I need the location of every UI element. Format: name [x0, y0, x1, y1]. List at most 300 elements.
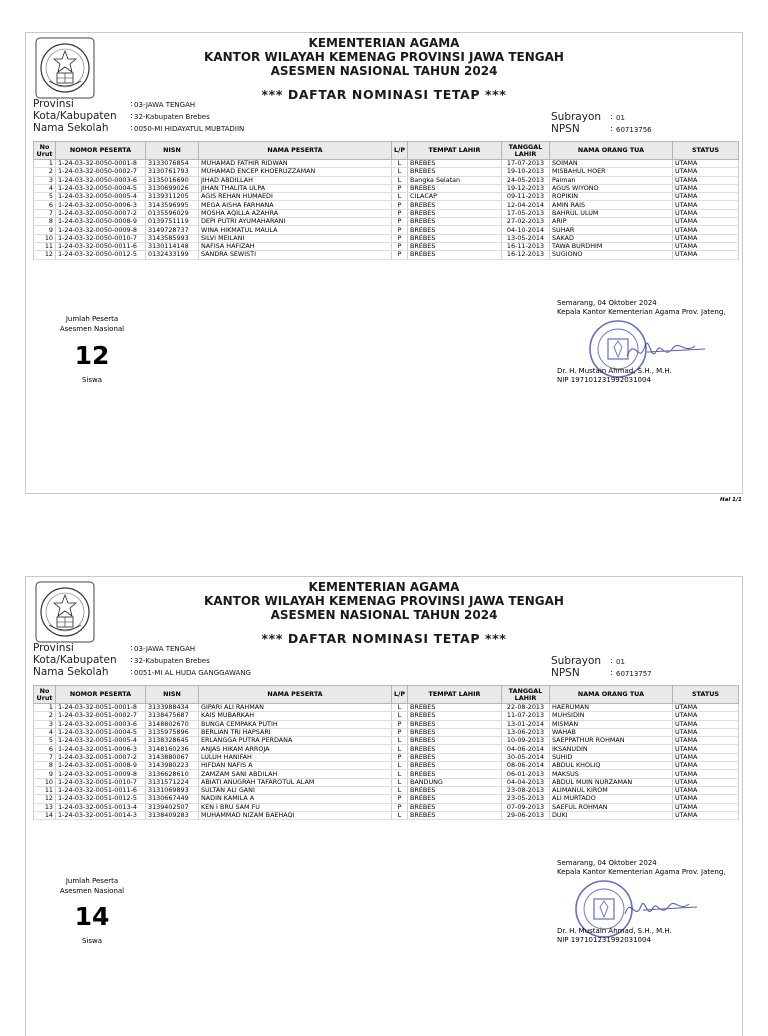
- table-cell: 1-24-03-32-0050-0002-7: [56, 168, 146, 176]
- table-row: [34, 251, 739, 259]
- table-cell: 3136628610: [146, 770, 199, 778]
- table-cell: NADIN KAMILA A: [199, 795, 392, 803]
- signature-place-date: Semarang, 04 Oktober 2024: [557, 859, 657, 867]
- table-cell: P: [392, 234, 408, 242]
- table-cell: UTAMA: [673, 728, 739, 736]
- column-header: NAMA ORANG TUA: [550, 686, 673, 704]
- column-header: L/P: [392, 142, 408, 160]
- table-cell: MUHSIDIN: [550, 712, 673, 720]
- jumlah-label-line2: Asesmen Nasional: [59, 887, 125, 895]
- table-cell: ANJAS HIKAM ARROJA: [199, 745, 392, 753]
- table-cell: BREBES: [408, 201, 502, 209]
- table-cell: SUHAR: [550, 226, 673, 234]
- table-cell: BREBES: [408, 745, 502, 753]
- provinsi-label: Provinsi: [33, 642, 74, 654]
- table-cell: P: [392, 226, 408, 234]
- table-cell: 1-24-03-32-0051-0005-4: [56, 737, 146, 745]
- table-row: [34, 184, 739, 192]
- table-cell: 04-10-2014: [502, 226, 550, 234]
- table-cell: MEGA AISHA FARHANA: [199, 201, 392, 209]
- table-cell: 3139402507: [146, 803, 199, 811]
- header-line-1: KEMENTERIAN AGAMA: [308, 36, 460, 50]
- table-cell: BREBES: [408, 242, 502, 250]
- table-cell: L: [392, 811, 408, 819]
- table-cell: UTAMA: [673, 226, 739, 234]
- table-header-row: [34, 686, 739, 704]
- table-cell: 1-24-03-32-0051-0010-7: [56, 778, 146, 786]
- table-cell: BUNGA CEMPAKA PUTIH: [199, 720, 392, 728]
- table-cell: BREBES: [408, 226, 502, 234]
- subrayon-value: 01: [616, 114, 625, 122]
- table-cell: MUHAMMAD NIZAM BAEHAQI: [199, 811, 392, 819]
- table-cell: UTAMA: [673, 795, 739, 803]
- colon: :: [130, 99, 133, 108]
- table-cell: HAERUMAN: [550, 704, 673, 712]
- table-cell: 1-24-03-32-0050-0008-9: [56, 218, 146, 226]
- table-cell: ABDUL MUIN NURZAMAN: [550, 778, 673, 786]
- table-cell: 07-09-2013: [502, 803, 550, 811]
- table-cell: 1-24-03-32-0051-0011-6: [56, 786, 146, 794]
- table-cell: 3149728737: [146, 226, 199, 234]
- table-row: [34, 712, 739, 720]
- table-cell: UTAMA: [673, 745, 739, 753]
- table-cell: 1-24-03-32-0050-0011-6: [56, 242, 146, 250]
- table-cell: P: [392, 242, 408, 250]
- table-row: [34, 704, 739, 712]
- table-cell: UTAMA: [673, 209, 739, 217]
- table-cell: 8: [34, 218, 56, 226]
- table-row: [34, 762, 739, 770]
- table-cell: 3139311205: [146, 193, 199, 201]
- table-cell: ALIMANUL KIROM: [550, 786, 673, 794]
- table-cell: BREBES: [408, 160, 502, 168]
- table-row: [34, 795, 739, 803]
- table-cell: HIFDAN NAFIS A: [199, 762, 392, 770]
- table-cell: P: [392, 728, 408, 736]
- table-cell: SILVI MEILANI: [199, 234, 392, 242]
- table-cell: 1: [34, 160, 56, 168]
- table-cell: UTAMA: [673, 193, 739, 201]
- table-cell: 3135975896: [146, 728, 199, 736]
- table-cell: 1-24-03-32-0051-0001-8: [56, 704, 146, 712]
- table-cell: P: [392, 795, 408, 803]
- table-row: [34, 728, 739, 736]
- jumlah-peserta-count: 12: [74, 341, 110, 370]
- table-cell: AGIS REHAN HUMAEDI: [199, 193, 392, 201]
- table-cell: NAFISA HAFIZAH: [199, 242, 392, 250]
- kota-label: Kota/Kabupaten: [33, 654, 117, 666]
- signature-name: Dr. H. Mustain Ahmad, S.H., M.H.: [557, 927, 672, 935]
- table-row: [34, 226, 739, 234]
- header-line-3: ASESMEN NASIONAL TAHUN 2024: [270, 608, 498, 622]
- table-cell: 3: [34, 720, 56, 728]
- table-cell: 3138328645: [146, 737, 199, 745]
- table-cell: 29-06-2013: [502, 811, 550, 819]
- table-cell: 12: [34, 795, 56, 803]
- table-cell: 1-24-03-32-0051-0003-6: [56, 720, 146, 728]
- column-header: TANGGAL LAHIR: [502, 142, 550, 160]
- header-line-1: KEMENTERIAN AGAMA: [308, 580, 460, 594]
- table-cell: KAIS MUBARKAH: [199, 712, 392, 720]
- table-cell: ERLANGGA PUTRA PERDANA: [199, 737, 392, 745]
- table-cell: 09-11-2013: [502, 193, 550, 201]
- table-cell: 3143880067: [146, 753, 199, 761]
- column-header: NAMA ORANG TUA: [550, 142, 673, 160]
- column-header: TEMPAT LAHIR: [408, 686, 502, 704]
- column-header: NOMOR PESERTA: [56, 686, 146, 704]
- table-cell: 19-12-2013: [502, 184, 550, 192]
- table-cell: 1-24-03-32-0050-0004-5: [56, 184, 146, 192]
- kota-value: 32-Kabupaten Brebes: [134, 113, 210, 121]
- header-line-2: KANTOR WILAYAH KEMENAG PROVINSI JAWA TENGAH: [204, 594, 564, 608]
- table-cell: 1-24-03-32-0051-0014-3: [56, 811, 146, 819]
- table-cell: MUHAMAD FATHIR RIDWAN: [199, 160, 392, 168]
- table-cell: BREBES: [408, 234, 502, 242]
- table-cell: 1-24-03-32-0051-0008-9: [56, 762, 146, 770]
- table-cell: 13-05-2014: [502, 234, 550, 242]
- npsn-label: NPSN: [551, 123, 580, 135]
- table-cell: UTAMA: [673, 786, 739, 794]
- table-cell: 3138475687: [146, 712, 199, 720]
- table-cell: BREBES: [408, 218, 502, 226]
- table-cell: 19-10-2013: [502, 168, 550, 176]
- table-cell: JIHAD ABDILLAH: [199, 176, 392, 184]
- table-cell: BREBES: [408, 728, 502, 736]
- table-cell: 27-02-2013: [502, 218, 550, 226]
- jumlah-peserta-label: [47, 314, 137, 334]
- column-header: L/P: [392, 686, 408, 704]
- table-cell: 4: [34, 184, 56, 192]
- subrayon-label: Subrayon: [551, 111, 602, 123]
- table-cell: WAHAB: [550, 728, 673, 736]
- table-cell: L: [392, 762, 408, 770]
- table-cell: 23-08-2013: [502, 786, 550, 794]
- table-cell: SAEFUL ROHMAN: [550, 803, 673, 811]
- table-cell: P: [392, 184, 408, 192]
- table-row: [34, 778, 739, 786]
- table-cell: P: [392, 720, 408, 728]
- table-row: [34, 218, 739, 226]
- table-cell: SANDRA SEWISTI: [199, 251, 392, 259]
- table-cell: 3143980223: [146, 762, 199, 770]
- table-cell: AMIN RAIS: [550, 201, 673, 209]
- table-cell: 10-09-2013: [502, 737, 550, 745]
- column-header: NAMA PESERTA: [199, 142, 392, 160]
- header-line-2: KANTOR WILAYAH KEMENAG PROVINSI JAWA TENGAH: [204, 50, 564, 64]
- colon: :: [130, 123, 133, 132]
- sekolah-value: 0050-MI HIDAYATUL MUBTADIIN: [134, 125, 245, 133]
- table-row: [34, 234, 739, 242]
- table-cell: TAWA BURDHIM: [550, 242, 673, 250]
- table-cell: GIPARI ALI RAHMAN: [199, 704, 392, 712]
- table-cell: 13-01-2014: [502, 720, 550, 728]
- table-cell: 3133988434: [146, 704, 199, 712]
- subrayon-label: Subrayon: [551, 655, 602, 667]
- table-cell: ARIP: [550, 218, 673, 226]
- table-cell: 3131571224: [146, 778, 199, 786]
- table-cell: 3130699026: [146, 184, 199, 192]
- table-header-row: [34, 142, 739, 160]
- table-cell: 08-06-2014: [502, 762, 550, 770]
- jumlah-label-line1: Jumlah Peserta: [65, 877, 119, 885]
- subrayon-value: 01: [616, 658, 625, 666]
- table-cell: BREBES: [408, 803, 502, 811]
- table-row: [34, 168, 739, 176]
- table-cell: 7: [34, 753, 56, 761]
- table-cell: UTAMA: [673, 737, 739, 745]
- table-cell: UTAMA: [673, 201, 739, 209]
- table-cell: 04-04-2013: [502, 778, 550, 786]
- table-cell: 3130114148: [146, 242, 199, 250]
- table-cell: BREBES: [408, 712, 502, 720]
- column-header: No Urut: [34, 686, 56, 704]
- table-cell: SULTAN ALI GANI: [199, 786, 392, 794]
- npsn-value: 60713756: [616, 126, 652, 134]
- table-cell: WINA HIKMATUL MAULA: [199, 226, 392, 234]
- table-cell: L: [392, 737, 408, 745]
- table-row: [34, 803, 739, 811]
- npsn-label: NPSN: [551, 667, 580, 679]
- table-cell: 1-24-03-32-0051-0007-2: [56, 753, 146, 761]
- table-cell: 3143596995: [146, 201, 199, 209]
- table-cell: 3133076854: [146, 160, 199, 168]
- table-cell: DUKI: [550, 811, 673, 819]
- signature-place-date: Semarang, 04 Oktober 2024: [557, 299, 657, 307]
- signature-position: Kepala Kantor Kementerian Agama Prov. Jateng,: [557, 868, 726, 876]
- table-cell: 30-05-2014: [502, 753, 550, 761]
- table-cell: 6: [34, 201, 56, 209]
- sekolah-label: Nama Sekolah: [33, 122, 109, 134]
- table-cell: UTAMA: [673, 251, 739, 259]
- table-cell: UTAMA: [673, 811, 739, 819]
- table-cell: ZAMZAM SANI ABDILAH: [199, 770, 392, 778]
- table-cell: 3130667449: [146, 795, 199, 803]
- table-cell: 1-24-03-32-0050-0003-6: [56, 176, 146, 184]
- header-line-3: ASESMEN NASIONAL TAHUN 2024: [270, 64, 498, 78]
- table-cell: BAHRUL ULUM: [550, 209, 673, 217]
- list-title: *** DAFTAR NOMINASI TETAP ***: [261, 87, 507, 102]
- table-row: [34, 753, 739, 761]
- document-page-1: [25, 32, 743, 494]
- npsn-value: 60713757: [616, 670, 652, 678]
- colon: :: [610, 112, 613, 121]
- table-cell: 11: [34, 786, 56, 794]
- table-cell: Paiman: [550, 176, 673, 184]
- table-cell: P: [392, 251, 408, 259]
- table-cell: L: [392, 745, 408, 753]
- table-cell: 16-12-2013: [502, 251, 550, 259]
- document-page-2: [25, 576, 743, 1036]
- table-cell: 1-24-03-32-0051-0006-3: [56, 745, 146, 753]
- table-cell: BANDUNG: [408, 778, 502, 786]
- table-cell: UTAMA: [673, 160, 739, 168]
- table-cell: 06-01-2013: [502, 770, 550, 778]
- table-row: [34, 745, 739, 753]
- table-cell: ROPIKIN: [550, 193, 673, 201]
- table-row: [34, 720, 739, 728]
- table-cell: 5: [34, 737, 56, 745]
- table-cell: 11: [34, 242, 56, 250]
- table-cell: 12-04-2014: [502, 201, 550, 209]
- table-row: [34, 193, 739, 201]
- table-cell: 1-24-03-32-0050-0001-8: [56, 160, 146, 168]
- table-row: [34, 176, 739, 184]
- table-cell: 7: [34, 209, 56, 217]
- table-row: [34, 811, 739, 819]
- signature-nip: NIP 197101231992031004: [557, 936, 651, 944]
- table-cell: P: [392, 218, 408, 226]
- table-cell: L: [392, 160, 408, 168]
- table-cell: 13: [34, 803, 56, 811]
- table-cell: 1-24-03-32-0051-0013-4: [56, 803, 146, 811]
- table-cell: MISMAN: [550, 720, 673, 728]
- table-cell: 1: [34, 704, 56, 712]
- table-cell: MUHAMAD ENCEP KHOERUZZAMAN: [199, 168, 392, 176]
- table-cell: L: [392, 704, 408, 712]
- table-cell: 17-07-2013: [502, 160, 550, 168]
- table-cell: 04-06-2014: [502, 745, 550, 753]
- table-cell: JIHAN THALITA ULPA: [199, 184, 392, 192]
- table-cell: BREBES: [408, 753, 502, 761]
- table-cell: DEPI PUTRI AYUMAHARANI: [199, 218, 392, 226]
- jumlah-label-line1: Jumlah Peserta: [65, 315, 119, 323]
- colon: :: [610, 656, 613, 665]
- table-cell: BREBES: [408, 795, 502, 803]
- table-cell: UTAMA: [673, 778, 739, 786]
- table-cell: 12: [34, 251, 56, 259]
- table-cell: SAKAD: [550, 234, 673, 242]
- provinsi-value: 03-JAWA TENGAH: [134, 101, 196, 109]
- table-cell: 0135596029: [146, 209, 199, 217]
- table-cell: 3131069893: [146, 786, 199, 794]
- table-cell: KEN I BRU SAM FU: [199, 803, 392, 811]
- colon: :: [610, 124, 613, 133]
- table-row: [34, 737, 739, 745]
- table-cell: LULUH HANIFAH: [199, 753, 392, 761]
- table-cell: MOSHA AQILLA AZAHRA: [199, 209, 392, 217]
- table-cell: MAKSUS: [550, 770, 673, 778]
- table-cell: 24-05-2013: [502, 176, 550, 184]
- table-cell: 1-24-03-32-0050-0007-2: [56, 209, 146, 217]
- table-row: [34, 201, 739, 209]
- table-cell: BERLIAN TRI HAPSARI: [199, 728, 392, 736]
- jumlah-peserta-label: [47, 876, 137, 896]
- table-cell: 1-24-03-32-0050-0010-7: [56, 234, 146, 242]
- table-cell: L: [392, 770, 408, 778]
- table-cell: BREBES: [408, 762, 502, 770]
- table-cell: BREBES: [408, 209, 502, 217]
- table-cell: SAEPPATHUR ROHMAN: [550, 737, 673, 745]
- jumlah-label-line2: Asesmen Nasional: [59, 325, 125, 333]
- table-cell: BREBES: [408, 168, 502, 176]
- provinsi-label: Provinsi: [33, 98, 74, 110]
- colon: :: [130, 111, 133, 120]
- table-cell: 1-24-03-32-0050-0012-5: [56, 251, 146, 259]
- column-header: STATUS: [673, 142, 739, 160]
- page-number: Hal 1/1: [720, 497, 742, 503]
- table-cell: L: [392, 168, 408, 176]
- table-cell: P: [392, 803, 408, 811]
- table-cell: BREBES: [408, 720, 502, 728]
- table-cell: 0139751119: [146, 218, 199, 226]
- table-cell: 3130761793: [146, 168, 199, 176]
- table-cell: MISBAHUL HOER: [550, 168, 673, 176]
- table-cell: 3138409283: [146, 811, 199, 819]
- table-cell: 3135016690: [146, 176, 199, 184]
- table-cell: BREBES: [408, 786, 502, 794]
- table-cell: L: [392, 778, 408, 786]
- column-header: TEMPAT LAHIR: [408, 142, 502, 160]
- siswa-label: Siswa: [81, 376, 103, 384]
- sekolah-value: 0051-MI AL HUDA GANGGAWANG: [134, 669, 251, 677]
- siswa-label: Siswa: [81, 937, 103, 945]
- table-cell: 13-06-2013: [502, 728, 550, 736]
- table-cell: 3148160236: [146, 745, 199, 753]
- column-header: NISN: [146, 686, 199, 704]
- table-cell: 4: [34, 728, 56, 736]
- table-cell: 9: [34, 226, 56, 234]
- table-cell: ABIATI ANUGRAH TAFAROTUL ALAM: [199, 778, 392, 786]
- table-cell: SUHID: [550, 753, 673, 761]
- table-cell: L: [392, 712, 408, 720]
- table-cell: UTAMA: [673, 720, 739, 728]
- table-cell: AGUS WIYONO: [550, 184, 673, 192]
- table-cell: 10: [34, 234, 56, 242]
- table-cell: L: [392, 193, 408, 201]
- table-cell: UTAMA: [673, 234, 739, 242]
- table-cell: CILACAP: [408, 193, 502, 201]
- table-cell: BREBES: [408, 770, 502, 778]
- table-cell: BREBES: [408, 251, 502, 259]
- table-cell: P: [392, 209, 408, 217]
- participant-table: [33, 685, 739, 820]
- table-cell: 2: [34, 712, 56, 720]
- table-cell: UTAMA: [673, 770, 739, 778]
- signature-position: Kepala Kantor Kementerian Agama Prov. Jateng,: [557, 308, 726, 316]
- table-row: [34, 770, 739, 778]
- provinsi-value: 03-JAWA TENGAH: [134, 645, 196, 653]
- colon: :: [610, 668, 613, 677]
- table-cell: UTAMA: [673, 753, 739, 761]
- table-row: [34, 160, 739, 168]
- table-cell: UTAMA: [673, 168, 739, 176]
- table-cell: 9: [34, 770, 56, 778]
- table-cell: Bangka Selatan: [408, 176, 502, 184]
- table-cell: SUGIONO: [550, 251, 673, 259]
- kota-value: 32-Kabupaten Brebes: [134, 657, 210, 665]
- table-cell: UTAMA: [673, 242, 739, 250]
- table-cell: UTAMA: [673, 218, 739, 226]
- table-cell: BREBES: [408, 184, 502, 192]
- table-cell: 16-11-2013: [502, 242, 550, 250]
- column-header: NAMA PESERTA: [199, 686, 392, 704]
- table-cell: L: [392, 176, 408, 184]
- table-cell: 17-05-2013: [502, 209, 550, 217]
- table-cell: ABDUL KHOLIQ: [550, 762, 673, 770]
- table-cell: P: [392, 201, 408, 209]
- table-cell: ALI MURTADO: [550, 795, 673, 803]
- table-cell: UTAMA: [673, 762, 739, 770]
- table-cell: 1-24-03-32-0051-0002-7: [56, 712, 146, 720]
- table-cell: 3143585993: [146, 234, 199, 242]
- table-cell: 0132433199: [146, 251, 199, 259]
- table-cell: 8: [34, 762, 56, 770]
- table-cell: IKSANUDIN: [550, 745, 673, 753]
- table-cell: 6: [34, 745, 56, 753]
- colon: :: [130, 643, 133, 652]
- table-cell: 23-05-2013: [502, 795, 550, 803]
- colon: :: [130, 655, 133, 664]
